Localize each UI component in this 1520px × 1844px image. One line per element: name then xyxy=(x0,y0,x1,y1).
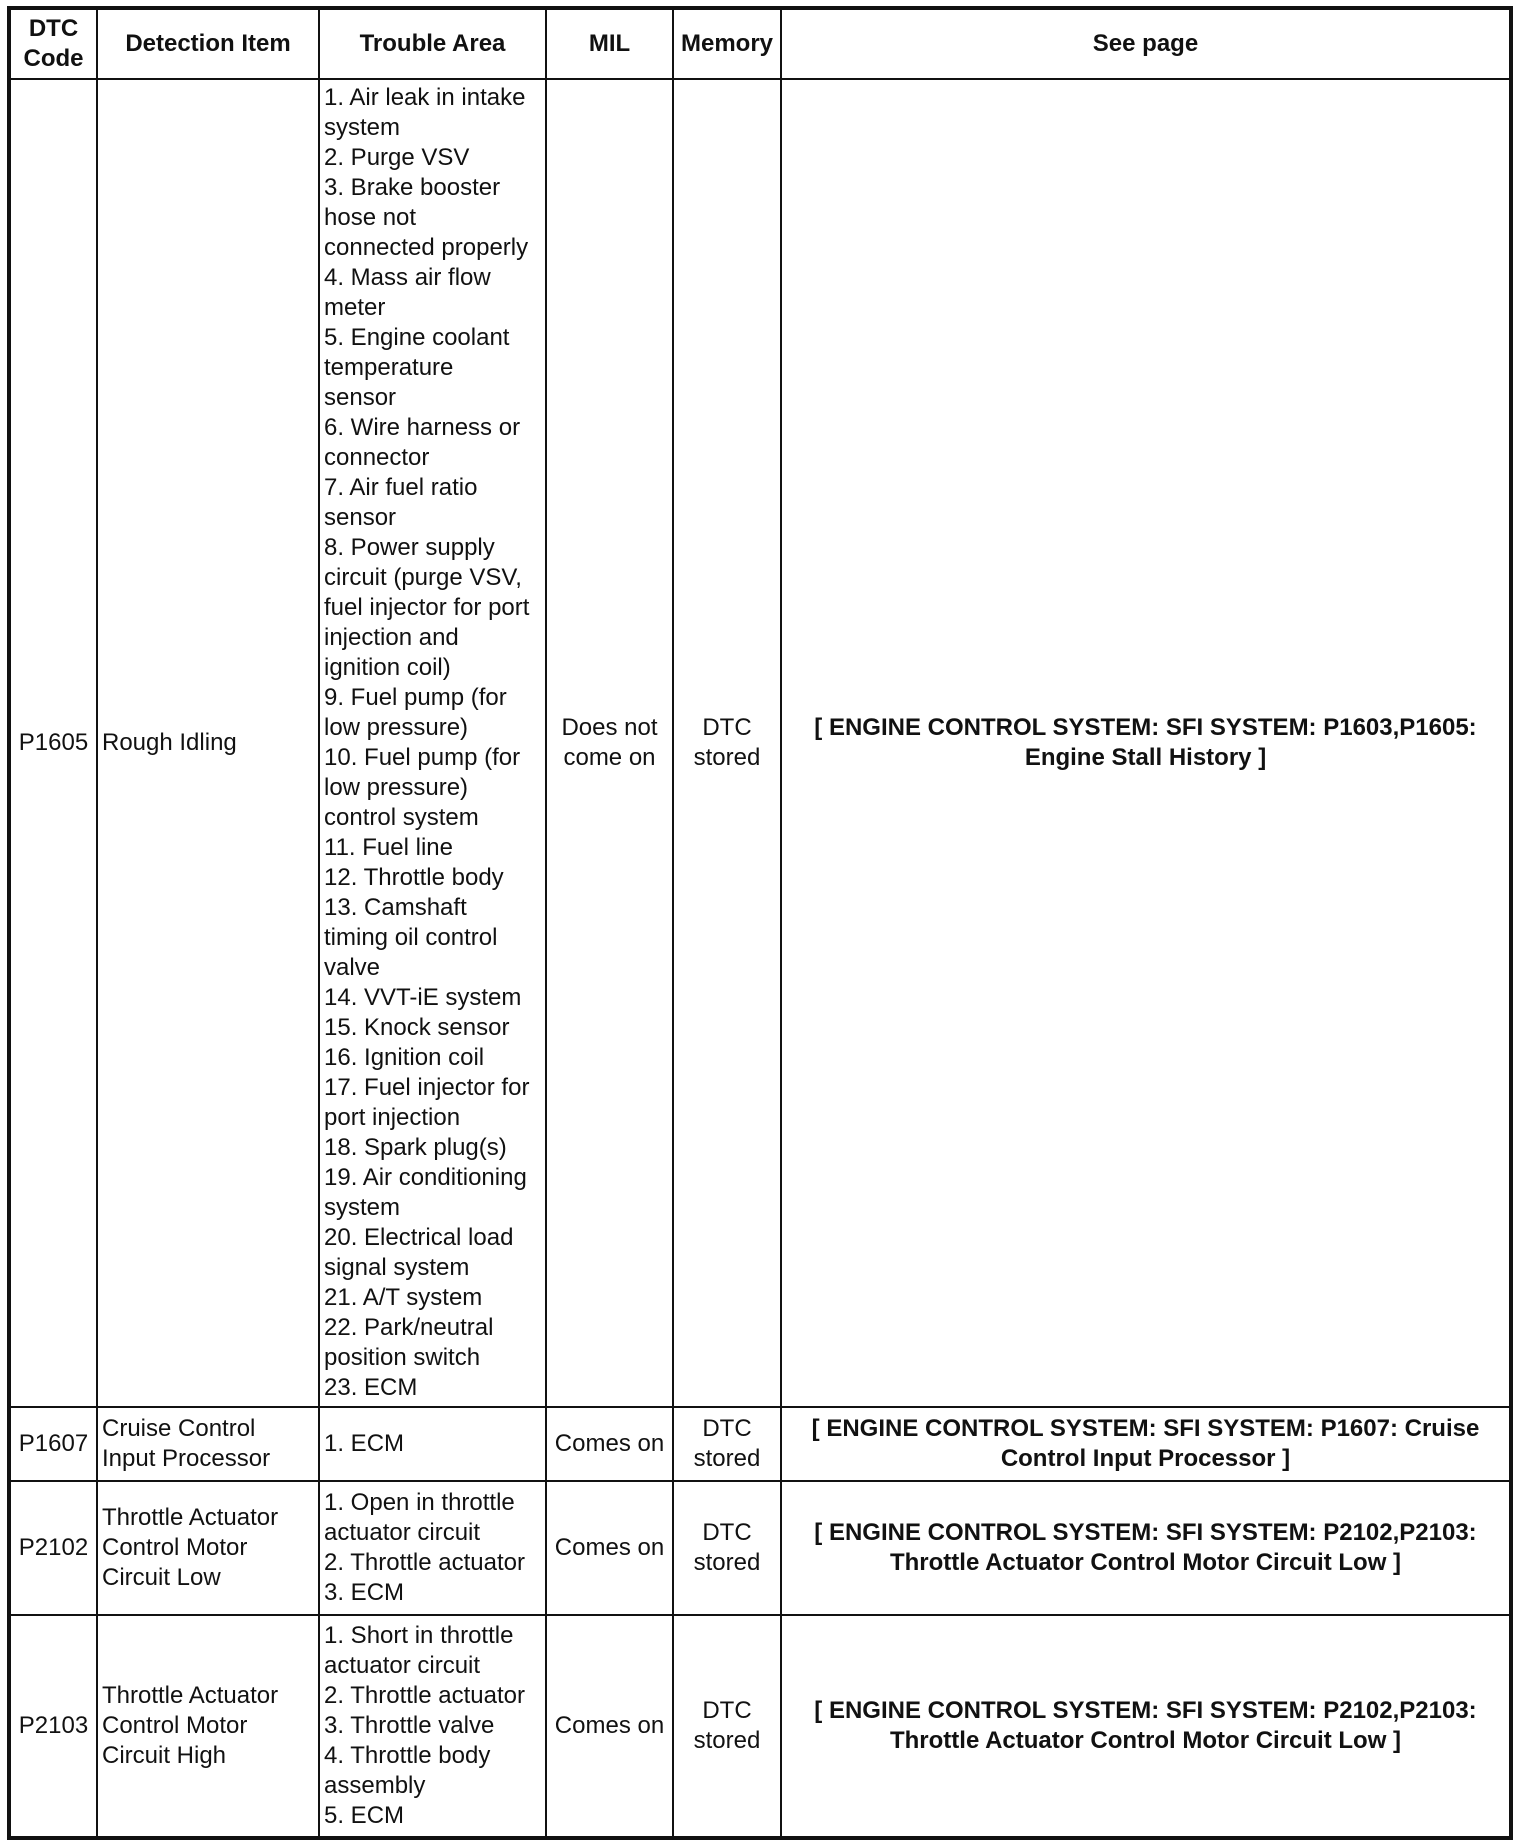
trouble-area-line: 10. Fuel pump (for xyxy=(324,744,521,771)
header-memory: Memory xyxy=(673,8,781,79)
trouble-area-line: 18. Spark plug(s) xyxy=(324,1134,507,1161)
trouble-area-line: timing oil control xyxy=(324,924,498,951)
memory-cell xyxy=(673,79,781,1407)
text-line: Control Motor xyxy=(102,1534,248,1561)
trouble-area-line: system xyxy=(324,114,401,141)
trouble-area-line: valve xyxy=(324,954,381,981)
trouble-area-line: 14. VVT-iE system xyxy=(324,984,522,1011)
trouble-area-line: 8. Power supply xyxy=(324,534,495,561)
header-trouble-area: Trouble Area xyxy=(319,8,546,79)
trouble-area-line: 16. Ignition coil xyxy=(324,1044,485,1071)
detection-item-cell xyxy=(97,1615,319,1838)
table-row xyxy=(9,1407,1511,1481)
see-page-link[interactable] xyxy=(781,79,1511,1407)
dtc-code-cell: P1605 xyxy=(9,79,97,1407)
trouble-area-line: fuel injector for port xyxy=(324,594,530,621)
text-line: Throttle Actuator Control Motor Circuit Low ] xyxy=(889,1549,1402,1576)
text-line: [ ENGINE CONTROL SYSTEM: SFI SYSTEM: P1603,P1605: xyxy=(814,714,1477,741)
text-line: [ ENGINE CONTROL SYSTEM: SFI SYSTEM: P2102,P2103: xyxy=(814,1519,1477,1546)
trouble-area-line: meter xyxy=(324,294,386,321)
text-line: DTC xyxy=(702,1415,752,1442)
trouble-area-line: 15. Knock sensor xyxy=(324,1014,510,1041)
text-line: DTC xyxy=(702,714,752,741)
mil-cell xyxy=(546,79,673,1407)
see-page-link[interactable] xyxy=(781,1407,1511,1481)
trouble-area-line: port injection xyxy=(324,1104,461,1131)
trouble-area-line: 1. Short in throttle xyxy=(324,1622,514,1649)
trouble-area-line: 1. Open in throttle xyxy=(324,1489,515,1516)
text-line: stored xyxy=(693,744,761,771)
trouble-area-line: 20. Electrical load xyxy=(324,1224,514,1251)
dtc-code-cell: P1607 xyxy=(9,1407,97,1481)
header-mil: MIL xyxy=(546,8,673,79)
text-line: Control Motor xyxy=(102,1712,248,1739)
trouble-area-line: ignition coil) xyxy=(324,654,451,681)
text-line: Rough Idling xyxy=(102,729,237,756)
trouble-area-line: sensor xyxy=(324,504,397,531)
see-page-link[interactable] xyxy=(781,1615,1511,1838)
trouble-area-line: 2. Throttle actuator xyxy=(324,1682,525,1709)
mil-cell xyxy=(546,1407,673,1481)
trouble-area-line: 1. ECM xyxy=(324,1430,405,1457)
trouble-area-line: 11. Fuel line xyxy=(324,834,453,861)
trouble-area-line: hose not xyxy=(324,204,417,231)
trouble-area-line: 12. Throttle body xyxy=(324,864,504,891)
dtc-code-cell: P2103 xyxy=(9,1615,97,1838)
mil-cell xyxy=(546,1481,673,1615)
trouble-area-line: 4. Throttle body xyxy=(324,1742,491,1769)
detection-item-cell xyxy=(97,1481,319,1615)
text-line: Throttle Actuator xyxy=(102,1504,279,1531)
text-line: Comes on xyxy=(554,1712,665,1739)
trouble-area-line: position switch xyxy=(324,1344,481,1371)
trouble-area-line: actuator circuit xyxy=(324,1652,481,1679)
header-detection-item: Detection Item xyxy=(97,8,319,79)
mil-cell xyxy=(546,1615,673,1838)
text-line: Engine Stall History ] xyxy=(1024,744,1267,771)
detection-item-cell xyxy=(97,79,319,1407)
trouble-area-line: 19. Air conditioning xyxy=(324,1164,527,1191)
trouble-area-line: control system xyxy=(324,804,479,831)
dtc-code-cell: P2102 xyxy=(9,1481,97,1615)
trouble-area-line: 23. ECM xyxy=(324,1374,418,1401)
trouble-area-line: 3. ECM xyxy=(324,1579,405,1606)
memory-cell xyxy=(673,1481,781,1615)
trouble-area-line: 22. Park/neutral xyxy=(324,1314,494,1341)
trouble-area-cell xyxy=(319,79,546,1407)
trouble-area-line: connector xyxy=(324,444,430,471)
text-line: stored xyxy=(693,1549,761,1576)
see-page-link[interactable] xyxy=(781,1481,1511,1615)
trouble-area-cell xyxy=(319,1615,546,1838)
trouble-area-line: low pressure) xyxy=(324,714,469,741)
text-line: Input Processor xyxy=(102,1445,271,1472)
text-line: Control Input Processor ] xyxy=(1000,1445,1291,1472)
trouble-area-line: circuit (purge VSV, xyxy=(324,564,522,591)
text-line: Circuit High xyxy=(102,1742,227,1769)
text-line: [ ENGINE CONTROL SYSTEM: SFI SYSTEM: P1607: Cruise xyxy=(811,1415,1480,1442)
trouble-area-line: 2. Purge VSV xyxy=(324,144,470,171)
trouble-area-line: assembly xyxy=(324,1772,426,1799)
text-line: Circuit Low xyxy=(102,1564,221,1591)
trouble-area-line: signal system xyxy=(324,1254,470,1281)
trouble-area-line: 5. ECM xyxy=(324,1802,405,1829)
trouble-area-line: 13. Camshaft xyxy=(324,894,467,921)
trouble-area-cell xyxy=(319,1481,546,1615)
memory-cell xyxy=(673,1615,781,1838)
trouble-area-line: 5. Engine coolant xyxy=(324,324,510,351)
trouble-area-line: system xyxy=(324,1194,401,1221)
detection-item-cell xyxy=(97,1407,319,1481)
text-line: Throttle Actuator Control Motor Circuit Low ] xyxy=(889,1727,1402,1754)
memory-cell xyxy=(673,1407,781,1481)
trouble-area-line: 3. Brake booster xyxy=(324,174,501,201)
text-line: DTC xyxy=(702,1519,752,1546)
text-line: Code xyxy=(23,45,84,72)
trouble-area-line: sensor xyxy=(324,384,397,411)
header-row xyxy=(9,8,1511,79)
text-line: [ ENGINE CONTROL SYSTEM: SFI SYSTEM: P2102,P2103: xyxy=(814,1697,1477,1724)
dtc-table xyxy=(7,6,1513,1840)
header-dtc-code xyxy=(9,8,97,79)
table-row xyxy=(9,1481,1511,1615)
trouble-area-line: connected properly xyxy=(324,234,529,261)
text-line: Comes on xyxy=(554,1430,665,1457)
text-line: stored xyxy=(693,1445,761,1472)
trouble-area-line: 6. Wire harness or xyxy=(324,414,521,441)
trouble-area-line: injection and xyxy=(324,624,459,651)
text-line: Comes on xyxy=(554,1534,665,1561)
trouble-area-line: 21. A/T system xyxy=(324,1284,483,1311)
table-row xyxy=(9,1615,1511,1838)
header-see-page: See page xyxy=(781,8,1511,79)
text-line: DTC xyxy=(28,15,79,42)
text-line: Does not xyxy=(561,714,658,741)
trouble-area-line: low pressure) xyxy=(324,774,469,801)
trouble-area-line: 3. Throttle valve xyxy=(324,1712,495,1739)
trouble-area-line: 2. Throttle actuator xyxy=(324,1549,525,1576)
text-line: Cruise Control xyxy=(102,1415,256,1442)
trouble-area-line: 7. Air fuel ratio xyxy=(324,474,478,501)
text-line: DTC xyxy=(702,1697,752,1724)
text-line: come on xyxy=(563,744,656,771)
text-line: Throttle Actuator xyxy=(102,1682,279,1709)
trouble-area-line: 17. Fuel injector for xyxy=(324,1074,530,1101)
trouble-area-cell xyxy=(319,1407,546,1481)
trouble-area-line: 1. Air leak in intake xyxy=(324,84,526,111)
trouble-area-line: actuator circuit xyxy=(324,1519,481,1546)
trouble-area-line: temperature xyxy=(324,354,454,381)
text-line: stored xyxy=(693,1727,761,1754)
trouble-area-line: 9. Fuel pump (for xyxy=(324,684,507,711)
table-row xyxy=(9,79,1511,1407)
trouble-area-line: 4. Mass air flow xyxy=(324,264,491,291)
